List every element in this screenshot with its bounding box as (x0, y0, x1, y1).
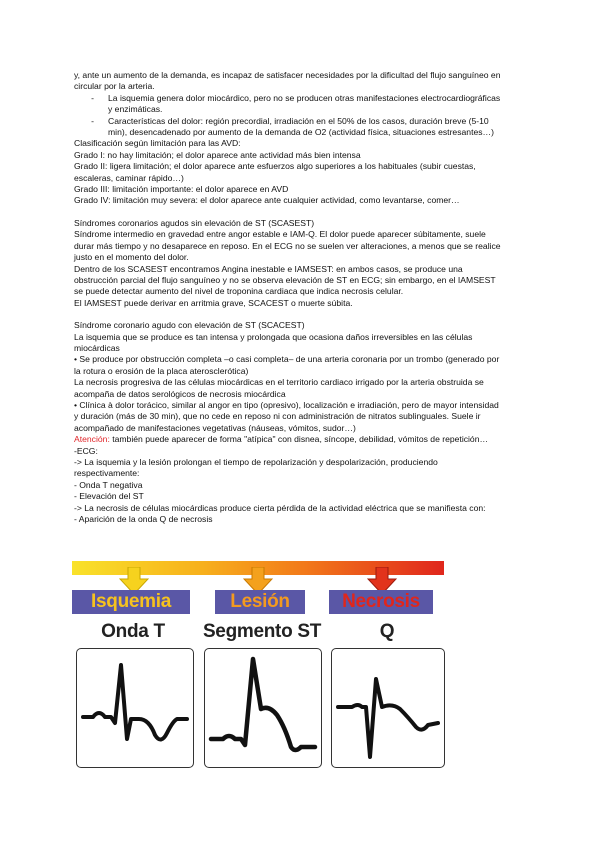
list-item (74, 93, 534, 116)
subtitle-onda-t: Onda T (101, 621, 165, 642)
paragraph-line: y, ante un aumento de la demanda, es incapaz de satisfacer necesidades por la dificultad del flujo sanguíneo en (74, 70, 501, 80)
ecg-figure (72, 557, 444, 767)
attention-line (74, 434, 534, 445)
paragraph-line: justo en el momento del dolor. (74, 252, 189, 263)
bullet-dash: - (91, 92, 94, 103)
paragraph-line: El IAMSEST puede derivar en arritmia grave, SCACEST o muerte súbita. (74, 297, 353, 308)
paragraph-line: -> La necrosis de células miocárdicas produce cierta pérdida de la actividad eléctrica que se manifiesta con: (74, 502, 486, 513)
grade-line: Grado IV: limitación muy severa: el dolor aparece ante cualquier actividad, como levantarse, comer… (74, 195, 460, 206)
ecg-trace-st-elevation (205, 649, 321, 767)
grade-line: Grado I: no hay limitación; el dolor aparece ante actividad más bien intensa (74, 149, 361, 160)
subtitle-segmento-st: Segmento ST (202, 621, 322, 642)
ecg-trace-q-wave (332, 649, 444, 767)
paragraph-line: y duración (más de 30 min), que no cede en reposo ni con administración de nitratos sublinguales. Suele ir (74, 411, 481, 422)
paragraph-line: - Aparición de la onda Q de necrosis (74, 514, 213, 525)
bullet-dash: - (91, 115, 94, 126)
paragraph-line: • Clínica à dolor torácico, similar al angor en tipo (opresivo), localización e irradiación, pero de mayor intensidad (74, 399, 499, 410)
label-lesion: Lesión (215, 590, 305, 614)
paragraph-line: - Onda T negativa (74, 479, 143, 490)
ecg-panel-onda-t (76, 648, 194, 768)
paragraph-line: la rotura o erosión de la placa aterosclerótica) (74, 365, 249, 376)
paragraph-line: miocárdicas (74, 342, 120, 353)
paragraph-line: - Elevación del ST (74, 491, 144, 502)
paragraph-line: acompaña de datos serológicos de necrosis miocárdica (74, 388, 286, 399)
section-heading-scacest: Síndrome coronario agudo con elevación de ST (SCACEST) (74, 320, 305, 331)
paragraph-line: durar más tiempo y no desaparece en reposo. En el ECG no se suelen ver alteraciones, a menos que se realice (74, 240, 501, 251)
ecg-panel-segmento-st (204, 648, 322, 768)
list-item (74, 116, 534, 139)
paragraph-line: Dentro de los SCASEST encontramos Angina inestable e IAMSEST: en ambos casos, se produce una (74, 263, 463, 274)
paragraph-line: acompañado de manifestaciones vegetativas (náuseas, vómitos, sudor…) (74, 422, 356, 433)
label-isquemia: Isquemia (72, 590, 190, 614)
ecg-trace-inverted-t (77, 649, 193, 767)
grade-line: Grado III: limitación importante: el dolor aparece en AVD (74, 184, 289, 195)
list-item-text: y enzimáticas. (108, 104, 163, 115)
paragraph-line: -> La isquemia y la lesión prolongan el tiempo de repolarización y despolarización, produciendo (74, 457, 438, 467)
attention-text: también puede aparecer de forma "atípica" con disnea, síncope, debilidad, vómitos de repetición… (109, 434, 489, 445)
paragraph-line: obstrucción parcial del flujo sanguíneo y no se observa elevación de ST en ECG; sin embargo, en el IAMSEST (74, 274, 496, 285)
paragraph-line: se puede detectar aumento del nivel de troponina cardiaca que indica necrosis celular. (74, 286, 404, 297)
list-item-text: Características del dolor: región precordial, irradiación en el 50% de los casos, duración breve (5-10 (108, 115, 489, 126)
ecg-heading: -ECG: (74, 445, 98, 456)
subtitle-q: Q (379, 621, 395, 642)
attention-label: Atención: (74, 434, 110, 445)
ecg-panel-q (331, 648, 445, 768)
list-item-text: min), desencadenado por aumento de la demanda de O2 (actividad física, situaciones estresantes…) (108, 127, 494, 138)
grade-line: Grado II: ligera limitación; el dolor aparece ante esfuerzos algo superiores a los habituales (subir cuestas, (74, 161, 476, 172)
section-heading-scasest: Síndromes coronarios agudos sin elevación de ST (SCASEST) (74, 217, 315, 228)
paragraph-line: La necrosis progresiva de las células miocárdicas en el territorio cardiaco irrigado por la arteria obstruida se (74, 377, 484, 388)
list-item-text: La isquemia genera dolor miocárdico, pero no se producen otras manifestaciones electrocardiográficas (108, 92, 501, 103)
classification-title: Clasificación según limitación para las AVD: (74, 138, 241, 149)
paragraph-line: La isquemia que se produce es tan intensa y prolongada que ocasiona daños irreversibles en las células (74, 331, 473, 342)
paragraph-line: Síndrome intermedio en gravedad entre angor estable e IAM-Q. El dolor puede aparecer súbitamente, suele (74, 229, 486, 240)
document-body (74, 70, 534, 525)
paragraph-line: respectivamente: (74, 468, 140, 479)
paragraph-line: circular por la arteria. (74, 81, 155, 92)
grade-line: escaleras, caminar rápido…) (74, 172, 184, 183)
paragraph-line: • Se produce por obstrucción completa –o casi completa– de una arteria coronaria por un trombo (generado por (74, 354, 500, 365)
label-necrosis: Necrosis (329, 590, 433, 614)
